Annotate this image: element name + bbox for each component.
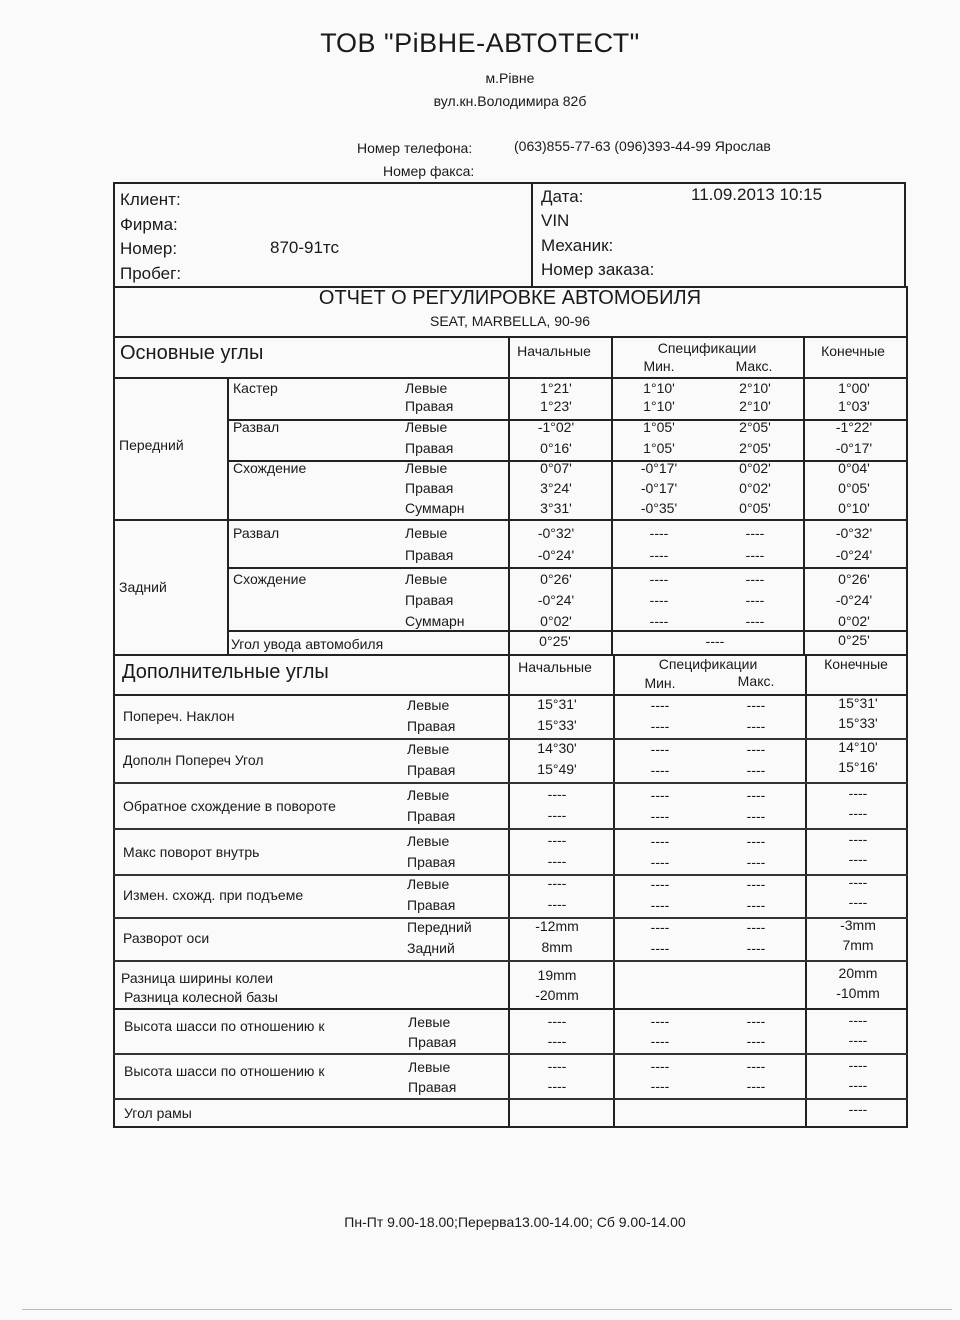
main-row-initial: 3°31' xyxy=(540,500,572,516)
extra-row-final-1: ---- xyxy=(848,831,868,847)
extra-row-max-2: ---- xyxy=(746,940,766,956)
working-hours: Пн-Пт 9.00-18.00;Перерва13.00-14.00; Сб 9.00-14.00 xyxy=(344,1214,686,1230)
main-row-max: 0°05' xyxy=(739,500,771,516)
extra-row-final-2: ---- xyxy=(848,851,868,867)
main-row-group-label: Развал xyxy=(233,419,280,435)
extra-row-label: Обратное схождение в повороте xyxy=(123,798,336,814)
extra-row-initial-1: ---- xyxy=(547,832,567,848)
client-label: Клиент: xyxy=(120,190,181,209)
main-row-max: 0°02' xyxy=(739,460,771,476)
ride-height-max-1: ---- xyxy=(746,1058,766,1074)
main-row-max: 2°05' xyxy=(739,440,771,456)
date-label: Дата: xyxy=(541,187,584,206)
extra-row-max-1: ---- xyxy=(746,741,766,757)
thrust-angle-final: 0°25' xyxy=(838,632,870,648)
extra-row-initial-1: 15°31' xyxy=(537,696,577,712)
extra-row-min-2: ---- xyxy=(650,854,670,870)
ride-height-label: Высота шасси по отношению к xyxy=(124,1063,325,1079)
extra-row-initial-1: ---- xyxy=(547,875,567,891)
main-row-initial: 0°02' xyxy=(540,613,572,629)
ride-height-side-1: Левые xyxy=(408,1014,451,1030)
ride-height-min-2: ---- xyxy=(650,1078,670,1094)
extra-row-max-2: ---- xyxy=(746,718,766,734)
extra-row-side-2: Правая xyxy=(407,897,456,913)
phone-value: (063)855-77-63 (096)393-44-99 Ярослав xyxy=(514,138,771,154)
wheelbase-final: -10mm xyxy=(836,985,880,1001)
extra-col-initial: Начальные xyxy=(518,659,592,675)
main-row-initial: -0°32' xyxy=(537,525,575,541)
ride-height-initial-2: ---- xyxy=(547,1033,567,1049)
extra-row-side-1: Левые xyxy=(407,833,450,849)
extra-row-max-2: ---- xyxy=(746,854,766,870)
company-city: м.Рівне xyxy=(485,70,535,86)
number-label: Номер: xyxy=(120,239,178,258)
main-row-side-label: Левые xyxy=(405,460,448,476)
extra-section-title: Дополнительные углы xyxy=(122,661,329,683)
main-row-initial: 0°16' xyxy=(540,440,572,456)
ride-height-initial-1: ---- xyxy=(547,1058,567,1074)
ride-height-min-1: ---- xyxy=(650,1013,670,1029)
ride-height-final-2: ---- xyxy=(848,1077,868,1093)
extra-row-min-2: ---- xyxy=(650,940,670,956)
extra-row-max-2: ---- xyxy=(746,897,766,913)
extra-row-max-1: ---- xyxy=(746,787,766,803)
main-row-min: 1°10' xyxy=(643,380,675,396)
extra-row-max-2: ---- xyxy=(746,808,766,824)
thrust-angle-spec: ---- xyxy=(705,633,725,649)
company-street: вул.кн.Володимира 82б xyxy=(433,93,587,109)
main-row-min: ---- xyxy=(649,592,669,608)
extra-row-min-1: ---- xyxy=(650,787,670,803)
main-row-max: 2°05' xyxy=(739,419,771,435)
main-row-final: 0°04' xyxy=(838,460,870,476)
extra-row-final-2: ---- xyxy=(848,805,868,821)
main-row-min: 1°10' xyxy=(643,398,675,414)
main-row-side-label: Правая xyxy=(405,547,454,563)
extra-row-side-2: Правая xyxy=(407,762,456,778)
number-value: 870-91тс xyxy=(270,238,340,257)
main-row-final: -0°24' xyxy=(835,547,873,563)
extra-row-label: Макс поворот внутрь xyxy=(123,844,260,860)
main-row-min: 1°05' xyxy=(643,419,675,435)
extra-row-side-2: Задний xyxy=(407,940,455,956)
main-col-max: Макс. xyxy=(735,358,773,374)
report-title: ОТЧЕТ О РЕГУЛИРОВКЕ АВТОМОБИЛЯ xyxy=(318,287,702,309)
main-row-side-label: Левые xyxy=(405,525,448,541)
extra-row-final-2: 15°16' xyxy=(838,759,878,775)
main-row-final: 0°02' xyxy=(838,613,870,629)
extra-row-label: Попереч. Наклон xyxy=(123,708,235,724)
front-axle-label: Передний xyxy=(119,437,184,453)
main-col-spec: Спецификации xyxy=(657,340,757,356)
extra-row-final-1: 14°10' xyxy=(838,739,878,755)
wheelbase-initial: -20mm xyxy=(535,987,579,1003)
track-width-label: Разница ширины колеи xyxy=(121,970,274,986)
main-row-initial: 0°26' xyxy=(540,571,572,587)
extra-row-side-1: Левые xyxy=(407,697,450,713)
main-row-initial: -0°24' xyxy=(537,547,575,563)
extra-row-side-2: Правая xyxy=(407,808,456,824)
main-row-side-label: Суммарн xyxy=(405,613,465,629)
extra-row-min-1: ---- xyxy=(650,741,670,757)
extra-row-min-2: ---- xyxy=(650,897,670,913)
main-row-min: -0°17' xyxy=(640,480,678,496)
extra-row-min-1: ---- xyxy=(650,697,670,713)
ride-height-final-1: ---- xyxy=(848,1057,868,1073)
rear-axle-label: Задний xyxy=(119,579,167,595)
extra-row-separator xyxy=(113,782,908,784)
ride-height-label: Высота шасси по отношению к xyxy=(124,1018,325,1034)
main-row-min: ---- xyxy=(649,525,669,541)
extra-row-min-1: ---- xyxy=(650,919,670,935)
main-row-initial: -0°24' xyxy=(537,592,575,608)
extra-row-max-1: ---- xyxy=(746,919,766,935)
main-row-final: 0°10' xyxy=(838,500,870,516)
main-row-max: ---- xyxy=(745,592,765,608)
extra-row-side-1: Левые xyxy=(407,876,450,892)
main-col-final: Конечные xyxy=(821,343,885,359)
phone-label: Номер телефона: xyxy=(357,140,473,156)
main-row-max: 0°02' xyxy=(739,480,771,496)
main-row-final: -0°17' xyxy=(835,440,873,456)
main-row-final: 0°05' xyxy=(838,480,870,496)
extra-row-final-2: ---- xyxy=(848,894,868,910)
main-row-final: -0°24' xyxy=(835,592,873,608)
main-row-max: 2°10' xyxy=(739,398,771,414)
main-row-min: 1°05' xyxy=(643,440,675,456)
ride-height-max-2: ---- xyxy=(746,1078,766,1094)
date-value: 11.09.2013 10:15 xyxy=(691,185,823,204)
main-row-final: 1°00' xyxy=(838,380,870,396)
extra-row-initial-2: 15°33' xyxy=(537,717,577,733)
main-row-side-label: Правая xyxy=(405,480,454,496)
extra-row-label: Измен. схожд. при подъеме xyxy=(123,887,304,903)
main-row-side-label: Правая xyxy=(405,440,454,456)
main-row-final: -1°22' xyxy=(835,419,873,435)
main-row-min: -0°17' xyxy=(640,460,678,476)
vin-label: VIN xyxy=(541,211,570,230)
extra-row-initial-1: 14°30' xyxy=(537,740,577,756)
extra-row-max-2: ---- xyxy=(746,762,766,778)
ride-height-side-2: Правая xyxy=(408,1034,457,1050)
extra-row-side-1: Левые xyxy=(407,787,450,803)
extra-row-min-1: ---- xyxy=(650,876,670,892)
main-row-max: ---- xyxy=(745,613,765,629)
main-row-max: ---- xyxy=(745,547,765,563)
ride-height-max-2: ---- xyxy=(746,1033,766,1049)
main-row-side-label: Левые xyxy=(405,571,448,587)
wheelbase-label: Разница колесной базы xyxy=(124,989,278,1005)
main-row-initial: 1°23' xyxy=(540,398,572,414)
extra-row-side-2: Правая xyxy=(407,854,456,870)
track-width-final: 20mm xyxy=(838,965,878,981)
order-label: Номер заказа: xyxy=(541,260,655,279)
main-row-initial: 3°24' xyxy=(540,480,572,496)
firm-label: Фирма: xyxy=(120,215,178,234)
main-row-final: 1°03' xyxy=(838,398,870,414)
main-row-max: 2°10' xyxy=(739,380,771,396)
extra-row-initial-2: ---- xyxy=(547,853,567,869)
main-row-min: ---- xyxy=(649,613,669,629)
extra-col-final: Конечные xyxy=(824,656,888,672)
extra-row-separator xyxy=(113,960,908,962)
main-row-side-label: Левые xyxy=(405,419,448,435)
extra-row-separator xyxy=(113,738,908,740)
extra-row-separator xyxy=(113,917,908,919)
extra-row-final-2: 15°33' xyxy=(838,715,878,731)
extra-row-final-1: ---- xyxy=(848,874,868,890)
main-col-initial: Начальные xyxy=(517,343,591,359)
main-row-max: ---- xyxy=(745,571,765,587)
main-row-side-label: Левые xyxy=(405,380,448,396)
main-row-min: -0°35' xyxy=(640,500,678,516)
main-row-final: -0°32' xyxy=(835,525,873,541)
extra-row-side-2: Правая xyxy=(407,718,456,734)
company-name: ТОВ "РіВНЕ-АВТОТЕСТ" xyxy=(320,28,640,58)
extra-row-label: Дополн Попереч Угол xyxy=(123,752,264,768)
extra-row-separator xyxy=(113,828,908,830)
main-row-side-label: Правая xyxy=(405,592,454,608)
extra-row-final-1: 15°31' xyxy=(838,695,878,711)
main-row-group-label: Схождение xyxy=(233,460,307,476)
frame-angle-label: Угол рамы xyxy=(124,1105,192,1121)
thrust-angle-label: Угол увода автомобиля xyxy=(231,636,384,652)
extra-row-final-2: 7mm xyxy=(842,937,874,953)
main-row-min: ---- xyxy=(649,571,669,587)
fax-label: Номер факса: xyxy=(383,163,475,179)
main-row-initial: 0°07' xyxy=(540,460,572,476)
extra-row-initial-2: 8mm xyxy=(541,939,573,955)
ride-height-min-1: ---- xyxy=(650,1058,670,1074)
extra-row-label: Разворот оси xyxy=(123,930,210,946)
extra-row-initial-2: 15°49' xyxy=(537,761,577,777)
main-row-initial: -1°02' xyxy=(537,419,575,435)
main-col-min: Мин. xyxy=(643,358,675,374)
ride-height-initial-1: ---- xyxy=(547,1013,567,1029)
mechanic-label: Механик: xyxy=(541,236,614,255)
ride-height-side-1: Левые xyxy=(408,1059,451,1075)
main-row-group-label: Кастер xyxy=(233,380,278,396)
ride-height-initial-2: ---- xyxy=(547,1078,567,1094)
extra-row-side-1: Передний xyxy=(407,919,472,935)
extra-row-initial-2: ---- xyxy=(547,896,567,912)
extra-row-final-1: ---- xyxy=(848,785,868,801)
extra-row-separator xyxy=(113,874,908,876)
extra-row-max-1: ---- xyxy=(746,833,766,849)
extra-row-side-1: Левые xyxy=(407,741,450,757)
extra-row-min-2: ---- xyxy=(650,718,670,734)
main-row-group-label: Схождение xyxy=(233,571,307,587)
main-row-initial: 1°21' xyxy=(540,380,572,396)
extra-row-final-1: -3mm xyxy=(840,917,876,933)
main-row-max: ---- xyxy=(745,525,765,541)
extra-col-spec: Спецификации xyxy=(658,656,758,672)
frame-angle-final: ---- xyxy=(848,1101,868,1117)
page-bottom-rule xyxy=(22,1309,952,1310)
main-row-group-label: Развал xyxy=(233,525,280,541)
extra-row-min-2: ---- xyxy=(650,808,670,824)
main-row-side-label: Суммарн xyxy=(405,500,465,516)
extra-row-initial-1: -12mm xyxy=(535,918,579,934)
mileage-label: Пробег: xyxy=(120,264,182,283)
extra-row-max-1: ---- xyxy=(746,697,766,713)
main-row-final: 0°26' xyxy=(838,571,870,587)
ride-height-final-2: ---- xyxy=(848,1032,868,1048)
extra-row-min-1: ---- xyxy=(650,833,670,849)
ride-height-side-2: Правая xyxy=(408,1079,457,1095)
track-width-initial: 19mm xyxy=(537,967,577,983)
extra-row-initial-1: ---- xyxy=(547,786,567,802)
extra-col-max: Макс. xyxy=(737,673,775,689)
ride-height-separator xyxy=(113,1053,908,1055)
ride-height-max-1: ---- xyxy=(746,1013,766,1029)
main-row-side-label: Правая xyxy=(405,398,454,414)
extra-row-max-1: ---- xyxy=(746,876,766,892)
main-section-title: Основные углы xyxy=(120,342,264,364)
extra-row-min-2: ---- xyxy=(650,762,670,778)
ride-height-min-2: ---- xyxy=(650,1033,670,1049)
thrust-angle-initial: 0°25' xyxy=(539,633,571,649)
ride-height-final-1: ---- xyxy=(848,1012,868,1028)
report-subtitle: SEAT, MARBELLA, 90-96 xyxy=(429,313,591,329)
extra-row-initial-2: ---- xyxy=(547,807,567,823)
extra-col-min: Мин. xyxy=(644,675,676,691)
ride-height-separator xyxy=(113,1098,908,1100)
main-row-min: ---- xyxy=(649,547,669,563)
